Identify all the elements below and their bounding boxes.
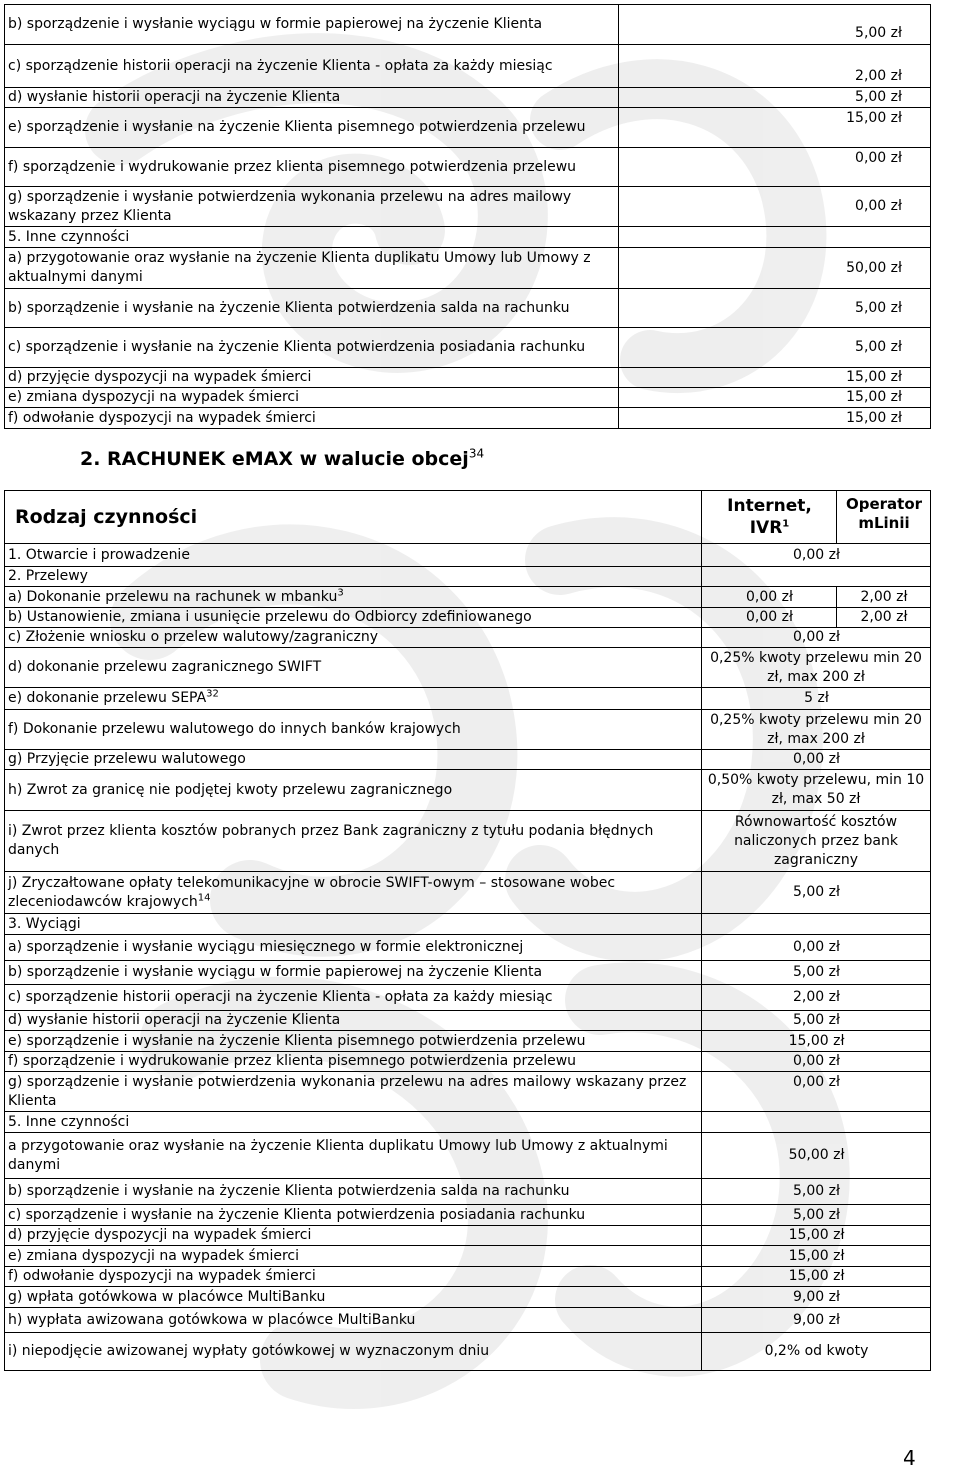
row-value: 0,00 zł <box>619 187 931 227</box>
footnote: 32 <box>206 688 219 700</box>
table-row <box>5 148 931 187</box>
table-row <box>5 248 931 289</box>
row-value: 0,2% od kwoty <box>702 1333 931 1371</box>
table-header-row <box>5 491 931 544</box>
row-label: h) wypłata awizowana gotówkowa w placówce MultiBanku <box>5 1308 702 1333</box>
row-value: 2,00 zł <box>702 985 931 1011</box>
table-row <box>5 1031 931 1052</box>
row-value: 50,00 zł <box>702 1133 931 1179</box>
row-label: e) sporządzenie i wysłanie na życzenie Klienta pisemnego potwierdzenia przelewu <box>5 1031 702 1052</box>
row-value: 0,00 zł <box>702 1072 931 1112</box>
table-row <box>5 1267 931 1287</box>
row-label-text: j) Zryczałtowane opłaty telekomunikacyjne w obrocie SWIFT-owym – stosowane wobec zleceniodawców krajowych <box>8 874 616 910</box>
header-activity-type: Rodzaj czynności <box>5 491 702 544</box>
table-row <box>5 388 931 408</box>
table-row <box>5 1112 931 1133</box>
row-value: 15,00 zł <box>619 108 931 148</box>
table-row <box>5 1226 931 1246</box>
row-label: c) sporządzenie i wysłanie na życzenie Klienta potwierdzenia posiadania rachunku <box>5 328 619 368</box>
header-footnote: 1 <box>782 518 790 530</box>
row-label: d) dokonanie przelewu zagranicznego SWIFT <box>5 648 702 688</box>
row-label: b) sporządzenie i wysłanie wyciągu w formie papierowej na życzenie Klienta <box>5 5 619 45</box>
row-value: 0,25% kwoty przelewu min 20 zł, max 200 zł <box>702 710 931 750</box>
table-row <box>5 1179 931 1205</box>
row-label: e) zmiana dyspozycji na wypadek śmierci <box>5 388 619 408</box>
row-label: i) Zwrot przez klienta kosztów pobranych przez Bank zagraniczny z tytułu podania błędnych danych <box>5 811 702 872</box>
row-label: a przygotowanie oraz wysłanie na życzenie Klienta duplikatu Umowy lub Umowy z aktualnymi danymi <box>5 1133 702 1179</box>
table-row <box>5 628 931 648</box>
row-value: Równowartość kosztów naliczonych przez bank zagraniczny <box>702 811 931 872</box>
row-value: 9,00 zł <box>702 1308 931 1333</box>
table-row <box>5 608 931 628</box>
row-label <box>5 587 702 608</box>
footnote: 3 <box>337 586 344 598</box>
table-row <box>5 5 931 45</box>
row-value: 5,00 zł <box>702 1205 931 1226</box>
table-row <box>5 45 931 88</box>
table-row <box>5 1287 931 1308</box>
row-label: f) sporządzenie i wydrukowanie przez klienta pisemnego potwierdzenia przelewu <box>5 1052 702 1072</box>
row-value: 5,00 zł <box>702 872 931 914</box>
table-row <box>5 688 931 710</box>
table-row <box>5 1011 931 1031</box>
table-row <box>5 1133 931 1179</box>
row-label: b) sporządzenie i wysłanie na życzenie Klienta potwierdzenia salda na rachunku <box>5 1179 702 1205</box>
table-row <box>5 368 931 388</box>
table-row <box>5 914 931 935</box>
row-label: g) Przyjęcie przelewu walutowego <box>5 750 702 770</box>
table-row <box>5 108 931 148</box>
table-row <box>5 985 931 1011</box>
row-value: 5,00 zł <box>702 961 931 985</box>
row-label <box>5 688 702 710</box>
emax-fee-table <box>4 490 931 1371</box>
row-value: 0,50% kwoty przelewu, min 10 zł, max 50 zł <box>702 770 931 811</box>
row-label: c) Złożenie wniosku o przelew walutowy/zagraniczny <box>5 628 702 648</box>
row-value: 0,00 zł <box>702 935 931 961</box>
row-label: b) Ustanowienie, zmiana i usunięcie przelewu do Odbiorcy zdefiniowanego <box>5 608 702 628</box>
row-value: 0,00 zł <box>702 750 931 770</box>
row-value: 15,00 zł <box>619 388 931 408</box>
row-value: 15,00 zł <box>702 1226 931 1246</box>
row-value: 5 zł <box>702 688 931 710</box>
row-value: 5,00 zł <box>619 328 931 368</box>
table-row <box>5 1246 931 1267</box>
section-title-text: 2. RACHUNEK eMAX w walucie obcej <box>80 448 469 470</box>
row-label: c) sporządzenie historii operacji na życzenie Klienta - opłata za każdy miesiąc <box>5 45 619 88</box>
row-label: c) sporządzenie i wysłanie na życzenie Klienta potwierdzenia posiadania rachunku <box>5 1205 702 1226</box>
row-label: e) zmiana dyspozycji na wypadek śmierci <box>5 1246 702 1267</box>
row-value: 5,00 zł <box>702 1011 931 1031</box>
row-value: 15,00 zł <box>619 368 931 388</box>
table-row <box>5 187 931 227</box>
row-value: 0,00 zł <box>702 1052 931 1072</box>
internet-value: 0,00 zł <box>702 608 837 628</box>
section-title-footnote: 34 <box>468 446 485 461</box>
table-row <box>5 1072 931 1112</box>
table-row <box>5 872 931 914</box>
table-row <box>5 1052 931 1072</box>
row-label: f) Dokonanie przelewu walutowego do innych banków krajowych <box>5 710 702 750</box>
table-row <box>5 227 931 248</box>
row-value: 0,25% kwoty przelewu min 20 zł, max 200 zł <box>702 648 931 688</box>
row-value: 15,00 zł <box>702 1246 931 1267</box>
table-row <box>5 710 931 750</box>
row-label: e) sporządzenie i wysłanie na życzenie Klienta pisemnego potwierdzenia przelewu <box>5 108 619 148</box>
operator-value: 2,00 zł <box>837 608 931 628</box>
row-value: 15,00 zł <box>702 1267 931 1287</box>
table-row <box>5 1308 931 1333</box>
internet-value: 0,00 zł <box>702 587 837 608</box>
row-label: a) sporządzenie i wysłanie wyciągu miesięcznego w formie elektronicznej <box>5 935 702 961</box>
row-value: 2,00 zł <box>619 45 931 88</box>
table-row <box>5 544 931 567</box>
header-operator: Operator mLinii <box>837 491 931 544</box>
row-label: c) sporządzenie historii operacji na życzenie Klienta - opłata za każdy miesiąc <box>5 985 702 1011</box>
row-value: 5,00 zł <box>619 88 931 108</box>
row-label: h) Zwrot za granicę nie podjętej kwoty przelewu zagranicznego <box>5 770 702 811</box>
header-internet-ivr <box>702 491 837 544</box>
row-label <box>5 872 702 914</box>
row-label: f) sporządzenie i wydrukowanie przez klienta pisemnego potwierdzenia przelewu <box>5 148 619 187</box>
table-row <box>5 935 931 961</box>
row-label: f) odwołanie dyspozycji na wypadek śmierci <box>5 408 619 429</box>
row-value: 0,00 zł <box>702 544 931 567</box>
row-value: 5,00 zł <box>619 289 931 328</box>
section-heading: 5. Inne czynności <box>5 1112 702 1133</box>
table-row <box>5 648 931 688</box>
row-label: g) wpłata gotówkowa w placówce MultiBanku <box>5 1287 702 1308</box>
footnote: 14 <box>197 891 211 903</box>
row-label: d) przyjęcie dyspozycji na wypadek śmierci <box>5 368 619 388</box>
header-internet-ivr-text: Internet, IVR <box>727 496 812 538</box>
table-row <box>5 770 931 811</box>
table-row <box>5 1205 931 1226</box>
table-row <box>5 408 931 429</box>
row-label: d) wysłanie historii operacji na życzenie Klienta <box>5 88 619 108</box>
row-label: g) sporządzenie i wysłanie potwierdzenia wykonania przelewu na adres mailowy wskazany przez Klienta <box>5 1072 702 1112</box>
section-heading: 3. Wyciągi <box>5 914 702 935</box>
row-value: 15,00 zł <box>702 1031 931 1052</box>
row-value: 5,00 zł <box>619 5 931 45</box>
table-row <box>5 587 931 608</box>
operator-value: 2,00 zł <box>837 587 931 608</box>
section-heading: 5. Inne czynności <box>5 227 619 248</box>
row-label: d) wysłanie historii operacji na życzenie Klienta <box>5 1011 702 1031</box>
table-row <box>5 328 931 368</box>
row-value: 50,00 zł <box>619 248 931 289</box>
section-heading: 2. Przelewy <box>5 567 702 587</box>
table-row <box>5 1333 931 1371</box>
table-row <box>5 567 931 587</box>
page-number: 4 <box>903 1446 916 1469</box>
row-label: i) niepodjęcie awizowanej wypłaty gotówkowej w wyznaczonym dniu <box>5 1333 702 1371</box>
row-value: 15,00 zł <box>619 408 931 429</box>
row-label-text: e) dokonanie przelewu SEPA <box>8 690 207 706</box>
table-row <box>5 961 931 985</box>
top-fee-table <box>4 4 931 429</box>
row-value: 5,00 zł <box>702 1179 931 1205</box>
row-label-text: a) Dokonanie przelewu na rachunek w mbanku <box>8 588 338 605</box>
table-row <box>5 750 931 770</box>
row-label: f) odwołanie dyspozycji na wypadek śmierci <box>5 1267 702 1287</box>
section-title <box>80 448 484 470</box>
table-row <box>5 88 931 108</box>
row-value: 0,00 zł <box>619 148 931 187</box>
table-row <box>5 289 931 328</box>
row-value: 0,00 zł <box>702 628 931 648</box>
row-label: g) sporządzenie i wysłanie potwierdzenia wykonania przelewu na adres mailowy wskazany przez Klienta <box>5 187 619 227</box>
row-label: 1. Otwarcie i prowadzenie <box>5 544 702 567</box>
row-label: a) przygotowanie oraz wysłanie na życzenie Klienta duplikatu Umowy lub Umowy z aktualnymi danymi <box>5 248 619 289</box>
row-label: d) przyjęcie dyspozycji na wypadek śmierci <box>5 1226 702 1246</box>
row-value: 9,00 zł <box>702 1287 931 1308</box>
row-label: b) sporządzenie i wysłanie na życzenie Klienta potwierdzenia salda na rachunku <box>5 289 619 328</box>
row-label: b) sporządzenie i wysłanie wyciągu w formie papierowej na życzenie Klienta <box>5 961 702 985</box>
table-row <box>5 811 931 872</box>
